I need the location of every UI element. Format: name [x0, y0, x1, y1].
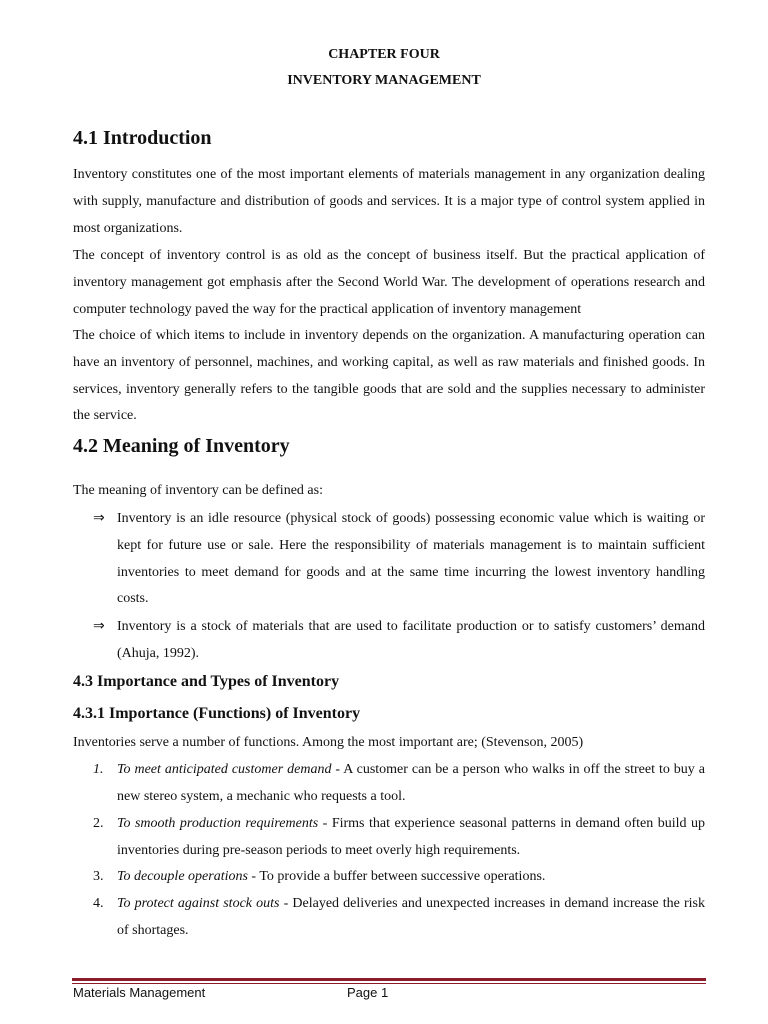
chapter-label: CHAPTER FOUR	[328, 47, 440, 62]
page-number: Page 1	[347, 985, 389, 1000]
section-heading-4-3: 4.3 Importance and Types of Inventory	[73, 673, 340, 690]
bullet-text: Inventory is a stock of materials that are used to facilitate production or to satisfy customers’ demand (Ahuja, 1992).	[117, 619, 705, 661]
list-item	[93, 506, 705, 613]
functions-intro: Inventories serve a number of functions. Among the most important are; (Stevenson, 2005)	[73, 735, 584, 750]
intro-paragraph-2: The concept of inventory control is as old as the concept of business itself. But the practical application of inventory management got emphasis after the Second World War. The development of operations research and computer technology paved the way for the practical application of inventory management	[73, 248, 705, 317]
intro-paragraph-3: The choice of which items to include in inventory depends on the organization. A manufacturing operation can have an inventory of personnel, machines, and working capital, as well as raw materials and finished goods. In services, inventory generally refers to the tangible goods that are sold and the supplies necessary to administer the service.	[73, 328, 705, 424]
meaning-intro: The meaning of inventory can be defined as:	[73, 483, 323, 498]
item-number: 3.	[93, 869, 104, 884]
item-separator: -	[318, 816, 332, 831]
item-text: Firms that experience seasonal patterns in demand often build up inventories during pre-season periods to meet overly high requirements.	[117, 816, 705, 858]
list-item	[93, 614, 705, 668]
section-heading-4-2: 4.2 Meaning of Inventory	[73, 435, 290, 457]
arrow-icon: ⇒	[93, 511, 105, 526]
item-title: To decouple operations	[117, 869, 248, 884]
item-text: A customer can be a person who walks in off the street to buy a new stereo system, a mechanic who requests a tool.	[117, 762, 705, 804]
chapter-title: INVENTORY MANAGEMENT	[287, 73, 481, 88]
list-item	[93, 864, 705, 891]
item-number: 1.	[93, 762, 104, 777]
section-heading-4-3-1: 4.3.1 Importance (Functions) of Inventory	[73, 705, 361, 722]
section-heading-4-1: 4.1 Introduction	[73, 127, 212, 149]
list-item	[93, 811, 705, 865]
arrow-icon: ⇒	[93, 619, 105, 634]
item-title: To smooth production requirements	[117, 816, 319, 831]
footer-divider-thin	[72, 983, 706, 984]
item-separator: -	[331, 762, 344, 777]
item-title: To meet anticipated customer demand	[117, 762, 332, 777]
item-title: To protect against stock outs	[117, 896, 280, 911]
footer-course-title: Materials Management	[73, 985, 206, 1000]
bullet-text: Inventory is an idle resource (physical stock of goods) possessing economic value which is waiting or kept for future use or sale. Here the responsibility of materials management is to maintain sufficient inventories to meet demand for goods and at the same time incurring the lowest inventory handling costs.	[117, 511, 705, 607]
item-number: 4.	[93, 896, 104, 911]
item-text: Delayed deliveries and unexpected increases in demand increase the risk of shortages.	[117, 896, 705, 938]
item-text: To provide a buffer between successive operations.	[259, 869, 546, 884]
list-item	[93, 757, 705, 811]
item-separator: -	[279, 896, 293, 911]
list-item	[93, 891, 705, 945]
item-separator: -	[247, 869, 260, 884]
intro-paragraph-1: Inventory constitutes one of the most important elements of materials management in any organization dealing with supply, manufacture and distribution of goods and services. It is a major type of control system applied in most organizations.	[73, 167, 705, 236]
item-number: 2.	[93, 816, 104, 831]
footer-divider	[72, 978, 706, 981]
